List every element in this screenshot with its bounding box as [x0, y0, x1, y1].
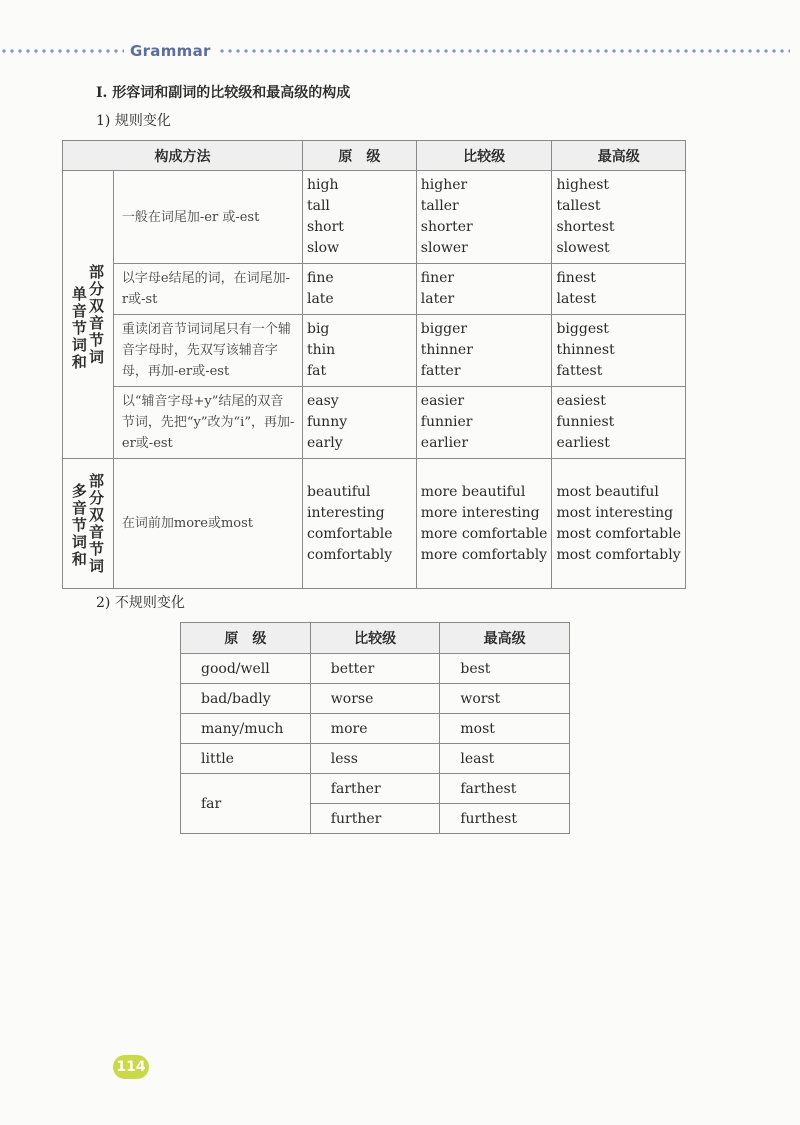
superlative-forms: highest tallest shortest slowest: [552, 171, 686, 264]
table-row: [63, 171, 686, 264]
comparative-forms: more beautiful more interesting more comfortable more comfortably: [416, 459, 552, 589]
header-superlative: 最高级: [552, 141, 686, 171]
base-forms: high tall short slow: [302, 171, 416, 264]
rule-method: 在词前加more或most: [113, 459, 302, 589]
base-forms: fine late: [302, 264, 416, 315]
superlative-cell: farthest: [440, 774, 570, 804]
superlative-forms: most beautiful most interesting most comfortable most comfortably: [552, 459, 686, 589]
table-row: [181, 684, 570, 714]
category-polysyllabic: 多 音 节 词 和 部 分 双 音 节 词: [63, 459, 114, 589]
comparative-cell: further: [310, 804, 440, 834]
superlative-cell: least: [440, 744, 570, 774]
header-dots-right: [218, 49, 790, 53]
superlative-forms: biggest thinnest fattest: [552, 315, 686, 387]
regular-change-heading: 1) 规则变化: [96, 113, 171, 129]
comparative-forms: easier funnier earlier: [416, 387, 552, 459]
page-number-badge: 114: [113, 1055, 149, 1079]
comparative-cell: better: [310, 654, 440, 684]
base-cell: many/much: [181, 714, 311, 744]
table-row: [63, 315, 686, 387]
table-row: [181, 714, 570, 744]
comparative-cell: more: [310, 714, 440, 744]
superlative-forms: finest latest: [552, 264, 686, 315]
comparative-cell: less: [310, 744, 440, 774]
header-comparative: 比较级: [416, 141, 552, 171]
header-dots-left: [0, 49, 124, 53]
table-header-row: [181, 623, 570, 654]
table-row: [63, 459, 686, 589]
rule-method: 以“辅音字母+y”结尾的双音节词，先把“y”改为“i”，再加-er或-est: [113, 387, 302, 459]
rule-method: 一般在词尾加-er 或-est: [113, 171, 302, 264]
base-cell: far: [181, 774, 311, 834]
superlative-cell: furthest: [440, 804, 570, 834]
base-forms: beautiful interesting comfortable comfortably: [302, 459, 416, 589]
base-forms: big thin fat: [302, 315, 416, 387]
superlative-cell: best: [440, 654, 570, 684]
base-cell: bad/badly: [181, 684, 311, 714]
comparative-forms: finer later: [416, 264, 552, 315]
header-comparative: 比较级: [310, 623, 440, 654]
comparative-cell: farther: [310, 774, 440, 804]
comparative-forms: higher taller shorter slower: [416, 171, 552, 264]
header-base: 原 级: [181, 623, 311, 654]
base-cell: good/well: [181, 654, 311, 684]
header-base: 原 级: [302, 141, 416, 171]
superlative-cell: worst: [440, 684, 570, 714]
base-forms: easy funny early: [302, 387, 416, 459]
irregular-comparison-table: [180, 622, 570, 834]
table-header-row: [63, 141, 686, 171]
table-row: [181, 654, 570, 684]
rule-method: 以字母e结尾的词，在词尾加-r或-st: [113, 264, 302, 315]
category-monosyllabic: 单 音 节 词 和 部 分 双 音 节 词: [63, 171, 114, 459]
superlative-forms: easiest funniest earliest: [552, 387, 686, 459]
table-row: [181, 744, 570, 774]
comparative-forms: bigger thinner fatter: [416, 315, 552, 387]
comparative-cell: worse: [310, 684, 440, 714]
table-row: [63, 264, 686, 315]
irregular-change-heading: 2) 不规则变化: [96, 595, 185, 611]
header-method: 构成方法: [63, 141, 303, 171]
rule-method: 重读闭音节词词尾只有一个辅音字母时，先双写该辅音字母，再加-er或-est: [113, 315, 302, 387]
header-superlative: 最高级: [440, 623, 570, 654]
regular-comparison-table: [62, 140, 686, 589]
table-row: [181, 774, 570, 804]
table-row: [63, 387, 686, 459]
section-heading: I. 形容词和副词的比较级和最高级的构成: [96, 85, 351, 101]
base-cell: little: [181, 744, 311, 774]
section-title: Grammar: [130, 42, 211, 60]
superlative-cell: most: [440, 714, 570, 744]
